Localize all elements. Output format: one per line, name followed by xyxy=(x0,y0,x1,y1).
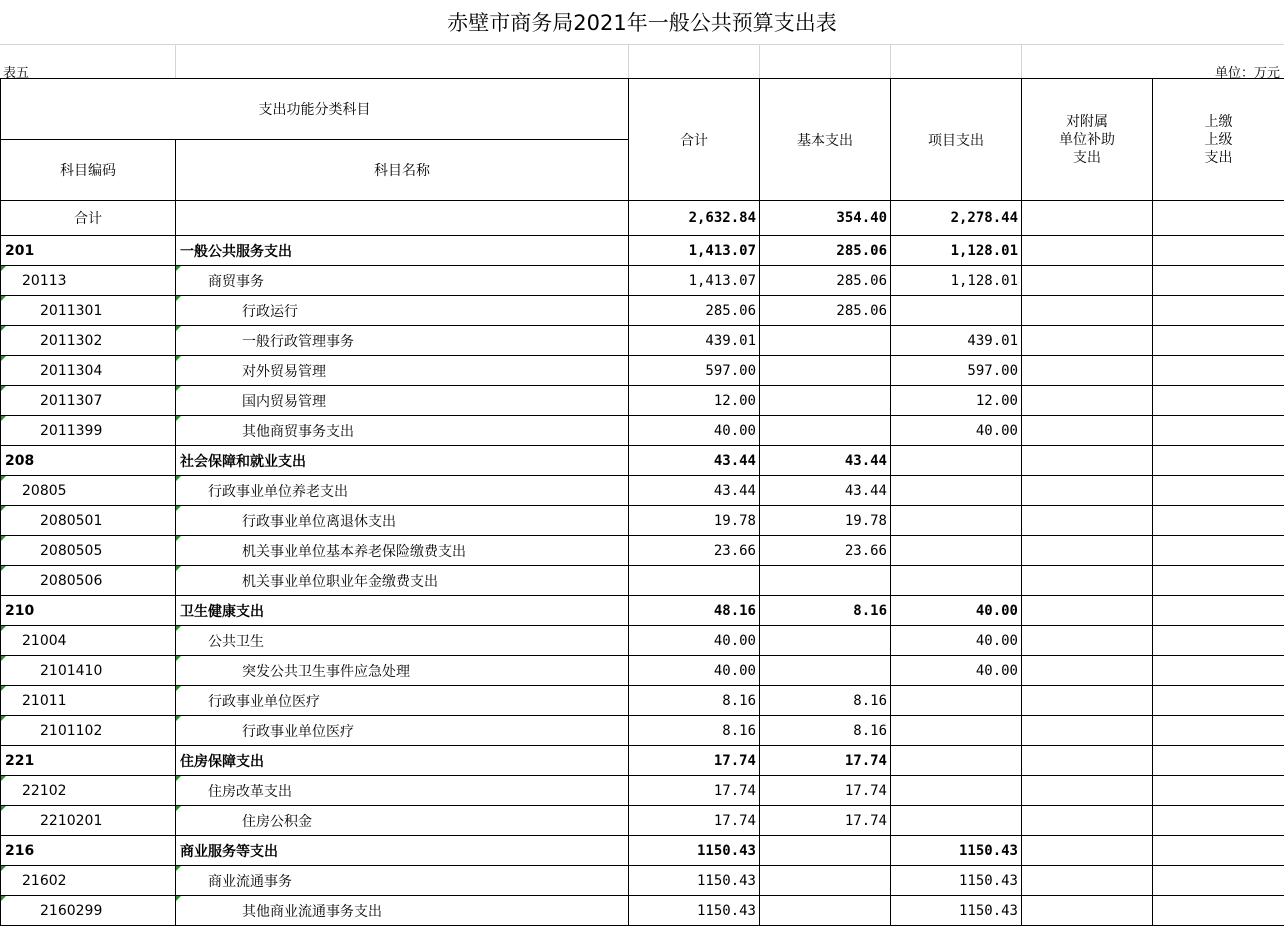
row-name: 其他商业流通事务支出 xyxy=(176,896,629,926)
row-code: 2011302 xyxy=(1,326,176,356)
row-upper xyxy=(1153,266,1284,296)
row-name: 一般公共服务支出 xyxy=(176,236,629,266)
row-basic xyxy=(760,566,891,596)
row-basic xyxy=(760,356,891,386)
row-name: 行政事业单位医疗 xyxy=(176,716,629,746)
total-subsidy xyxy=(1022,201,1153,236)
row-total: 1,413.07 xyxy=(629,236,760,266)
row-name: 社会保障和就业支出 xyxy=(176,446,629,476)
total-label: 合计 xyxy=(1,201,176,236)
table-row xyxy=(1,536,1284,566)
row-basic: 8.16 xyxy=(760,716,891,746)
row-subsidy xyxy=(1022,686,1153,716)
header-code: 科目编码 xyxy=(1,140,176,201)
row-name: 突发公共卫生事件应急处理 xyxy=(176,656,629,686)
row-code: 21011 xyxy=(1,686,176,716)
row-name: 对外贸易管理 xyxy=(176,356,629,386)
row-subsidy xyxy=(1022,626,1153,656)
row-project: 597.00 xyxy=(891,356,1022,386)
row-total: 17.74 xyxy=(629,806,760,836)
row-total: 1150.43 xyxy=(629,896,760,926)
row-upper xyxy=(1153,236,1284,266)
row-project xyxy=(891,806,1022,836)
row-total: 1,413.07 xyxy=(629,266,760,296)
row-basic xyxy=(760,386,891,416)
table-row xyxy=(1,656,1284,686)
row-upper xyxy=(1153,806,1284,836)
table-row xyxy=(1,776,1284,806)
row-name: 商业服务等支出 xyxy=(176,836,629,866)
row-upper xyxy=(1153,596,1284,626)
row-code: 2011301 xyxy=(1,296,176,326)
row-subsidy xyxy=(1022,656,1153,686)
row-code: 2080505 xyxy=(1,536,176,566)
row-name: 卫生健康支出 xyxy=(176,596,629,626)
row-project: 439.01 xyxy=(891,326,1022,356)
row-subsidy xyxy=(1022,896,1153,926)
table-row xyxy=(1,626,1284,656)
header-row-1 xyxy=(1,79,1284,140)
row-total: 40.00 xyxy=(629,416,760,446)
row-basic: 17.74 xyxy=(760,806,891,836)
row-name: 机关事业单位职业年金缴费支出 xyxy=(176,566,629,596)
row-upper xyxy=(1153,566,1284,596)
row-name: 行政事业单位医疗 xyxy=(176,686,629,716)
row-total: 439.01 xyxy=(629,326,760,356)
row-upper xyxy=(1153,416,1284,446)
row-subsidy xyxy=(1022,716,1153,746)
total-upper xyxy=(1153,201,1284,236)
row-upper xyxy=(1153,536,1284,566)
page-title: 赤壁市商务局2021年一般公共预算支出表 xyxy=(0,0,1284,45)
row-code: 20113 xyxy=(1,266,176,296)
total-name-cell xyxy=(176,201,629,236)
row-upper xyxy=(1153,776,1284,806)
row-project: 40.00 xyxy=(891,656,1022,686)
table-row xyxy=(1,686,1284,716)
row-total: 17.74 xyxy=(629,746,760,776)
row-total: 17.74 xyxy=(629,776,760,806)
total-project: 2,278.44 xyxy=(891,201,1022,236)
header-total: 合计 xyxy=(629,79,760,201)
row-name: 机关事业单位基本养老保险缴费支出 xyxy=(176,536,629,566)
row-code: 2101102 xyxy=(1,716,176,746)
row-code: 2011304 xyxy=(1,356,176,386)
row-code: 210 xyxy=(1,596,176,626)
table-label: 表五 xyxy=(3,66,30,81)
table-row xyxy=(1,446,1284,476)
row-name: 商业流通事务 xyxy=(176,866,629,896)
row-code: 2011307 xyxy=(1,386,176,416)
unit-label: 单位：万元 xyxy=(1214,66,1280,81)
row-upper xyxy=(1153,296,1284,326)
table-row xyxy=(1,896,1284,926)
row-project: 1150.43 xyxy=(891,836,1022,866)
row-total: 1150.43 xyxy=(629,866,760,896)
row-name: 商贸事务 xyxy=(176,266,629,296)
row-project xyxy=(891,506,1022,536)
header-subsidy-line: 单位补助 xyxy=(1059,131,1115,148)
row-upper xyxy=(1153,746,1284,776)
row-basic: 8.16 xyxy=(760,686,891,716)
row-name: 公共卫生 xyxy=(176,626,629,656)
row-name: 行政事业单位离退休支出 xyxy=(176,506,629,536)
row-upper xyxy=(1153,506,1284,536)
row-name: 一般行政管理事务 xyxy=(176,326,629,356)
row-code: 2080501 xyxy=(1,506,176,536)
row-code: 2160299 xyxy=(1,896,176,926)
header-upper xyxy=(1153,79,1284,201)
row-basic xyxy=(760,326,891,356)
row-project xyxy=(891,566,1022,596)
row-upper xyxy=(1153,656,1284,686)
row-project xyxy=(891,476,1022,506)
row-code: 21602 xyxy=(1,866,176,896)
row-basic xyxy=(760,656,891,686)
header-name: 科目名称 xyxy=(176,140,629,201)
row-subsidy xyxy=(1022,866,1153,896)
row-code: 208 xyxy=(1,446,176,476)
row-basic: 19.78 xyxy=(760,506,891,536)
table-row xyxy=(1,266,1284,296)
row-upper xyxy=(1153,356,1284,386)
row-code: 2210201 xyxy=(1,806,176,836)
row-basic: 17.74 xyxy=(760,746,891,776)
row-project: 1150.43 xyxy=(891,866,1022,896)
row-project: 40.00 xyxy=(891,596,1022,626)
row-code: 221 xyxy=(1,746,176,776)
row-code: 20805 xyxy=(1,476,176,506)
row-name: 住房保障支出 xyxy=(176,746,629,776)
header-subsidy-line: 支出 xyxy=(1073,149,1101,166)
row-basic: 285.06 xyxy=(760,236,891,266)
row-basic xyxy=(760,626,891,656)
row-project: 1,128.01 xyxy=(891,266,1022,296)
row-subsidy xyxy=(1022,416,1153,446)
row-total: 43.44 xyxy=(629,476,760,506)
row-basic: 17.74 xyxy=(760,776,891,806)
total-sum: 2,632.84 xyxy=(629,201,760,236)
row-basic xyxy=(760,896,891,926)
row-name: 其他商贸事务支出 xyxy=(176,416,629,446)
row-total: 40.00 xyxy=(629,656,760,686)
row-code: 2080506 xyxy=(1,566,176,596)
row-basic: 23.66 xyxy=(760,536,891,566)
row-subsidy xyxy=(1022,266,1153,296)
row-code: 201 xyxy=(1,236,176,266)
row-project xyxy=(891,746,1022,776)
row-basic xyxy=(760,866,891,896)
row-subsidy xyxy=(1022,326,1153,356)
row-name: 行政事业单位养老支出 xyxy=(176,476,629,506)
row-project xyxy=(891,296,1022,326)
row-total: 8.16 xyxy=(629,716,760,746)
row-basic: 285.06 xyxy=(760,266,891,296)
row-name: 住房改革支出 xyxy=(176,776,629,806)
row-name: 行政运行 xyxy=(176,296,629,326)
row-subsidy xyxy=(1022,476,1153,506)
row-project xyxy=(891,716,1022,746)
table-row xyxy=(1,386,1284,416)
header-project: 项目支出 xyxy=(891,79,1022,201)
table-row xyxy=(1,866,1284,896)
row-total: 1150.43 xyxy=(629,836,760,866)
table-row xyxy=(1,566,1284,596)
header-category-group: 支出功能分类科目 xyxy=(1,79,629,140)
row-name: 住房公积金 xyxy=(176,806,629,836)
table-row xyxy=(1,236,1284,266)
row-basic: 8.16 xyxy=(760,596,891,626)
row-project xyxy=(891,776,1022,806)
row-upper xyxy=(1153,386,1284,416)
row-code: 22102 xyxy=(1,776,176,806)
table-row xyxy=(1,416,1284,446)
row-total: 19.78 xyxy=(629,506,760,536)
row-upper xyxy=(1153,896,1284,926)
subtitle-row xyxy=(0,44,1284,79)
row-subsidy xyxy=(1022,356,1153,386)
header-basic: 基本支出 xyxy=(760,79,891,201)
row-subsidy xyxy=(1022,776,1153,806)
table-row xyxy=(1,476,1284,506)
row-upper xyxy=(1153,686,1284,716)
row-subsidy xyxy=(1022,746,1153,776)
budget-table xyxy=(0,78,1284,926)
row-upper xyxy=(1153,446,1284,476)
total-row xyxy=(1,201,1284,236)
row-total: 8.16 xyxy=(629,686,760,716)
row-total xyxy=(629,566,760,596)
row-subsidy xyxy=(1022,566,1153,596)
row-project: 40.00 xyxy=(891,626,1022,656)
row-basic xyxy=(760,836,891,866)
row-project: 1150.43 xyxy=(891,896,1022,926)
table-row xyxy=(1,596,1284,626)
row-basic: 285.06 xyxy=(760,296,891,326)
row-subsidy xyxy=(1022,506,1153,536)
row-subsidy xyxy=(1022,836,1153,866)
header-upper-line: 上缴 xyxy=(1204,113,1233,130)
table-row xyxy=(1,746,1284,776)
header-subsidy xyxy=(1022,79,1153,201)
row-basic: 43.44 xyxy=(760,476,891,506)
row-total: 40.00 xyxy=(629,626,760,656)
table-row xyxy=(1,356,1284,386)
row-upper xyxy=(1153,326,1284,356)
row-project xyxy=(891,536,1022,566)
row-upper xyxy=(1153,626,1284,656)
row-total: 48.16 xyxy=(629,596,760,626)
row-name: 国内贸易管理 xyxy=(176,386,629,416)
row-total: 12.00 xyxy=(629,386,760,416)
row-subsidy xyxy=(1022,296,1153,326)
table-row xyxy=(1,716,1284,746)
row-upper xyxy=(1153,476,1284,506)
row-total: 43.44 xyxy=(629,446,760,476)
row-basic: 43.44 xyxy=(760,446,891,476)
row-subsidy xyxy=(1022,536,1153,566)
table-row xyxy=(1,506,1284,536)
row-total: 285.06 xyxy=(629,296,760,326)
row-code: 21004 xyxy=(1,626,176,656)
row-code: 2101410 xyxy=(1,656,176,686)
header-subsidy-line: 对附属 xyxy=(1066,113,1108,130)
row-basic xyxy=(760,416,891,446)
total-basic: 354.40 xyxy=(760,201,891,236)
row-code: 216 xyxy=(1,836,176,866)
row-subsidy xyxy=(1022,236,1153,266)
row-upper xyxy=(1153,716,1284,746)
row-subsidy xyxy=(1022,386,1153,416)
header-upper-line: 支出 xyxy=(1204,149,1233,166)
header-upper-line: 上级 xyxy=(1204,131,1233,148)
row-upper xyxy=(1153,866,1284,896)
row-code: 2011399 xyxy=(1,416,176,446)
row-project xyxy=(891,446,1022,476)
row-upper xyxy=(1153,836,1284,866)
row-total: 597.00 xyxy=(629,356,760,386)
row-project: 40.00 xyxy=(891,416,1022,446)
row-project: 1,128.01 xyxy=(891,236,1022,266)
table-row xyxy=(1,326,1284,356)
row-subsidy xyxy=(1022,446,1153,476)
row-subsidy xyxy=(1022,596,1153,626)
table-row xyxy=(1,296,1284,326)
row-subsidy xyxy=(1022,806,1153,836)
row-total: 23.66 xyxy=(629,536,760,566)
table-row xyxy=(1,806,1284,836)
row-project: 12.00 xyxy=(891,386,1022,416)
row-project xyxy=(891,686,1022,716)
table-row xyxy=(1,836,1284,866)
